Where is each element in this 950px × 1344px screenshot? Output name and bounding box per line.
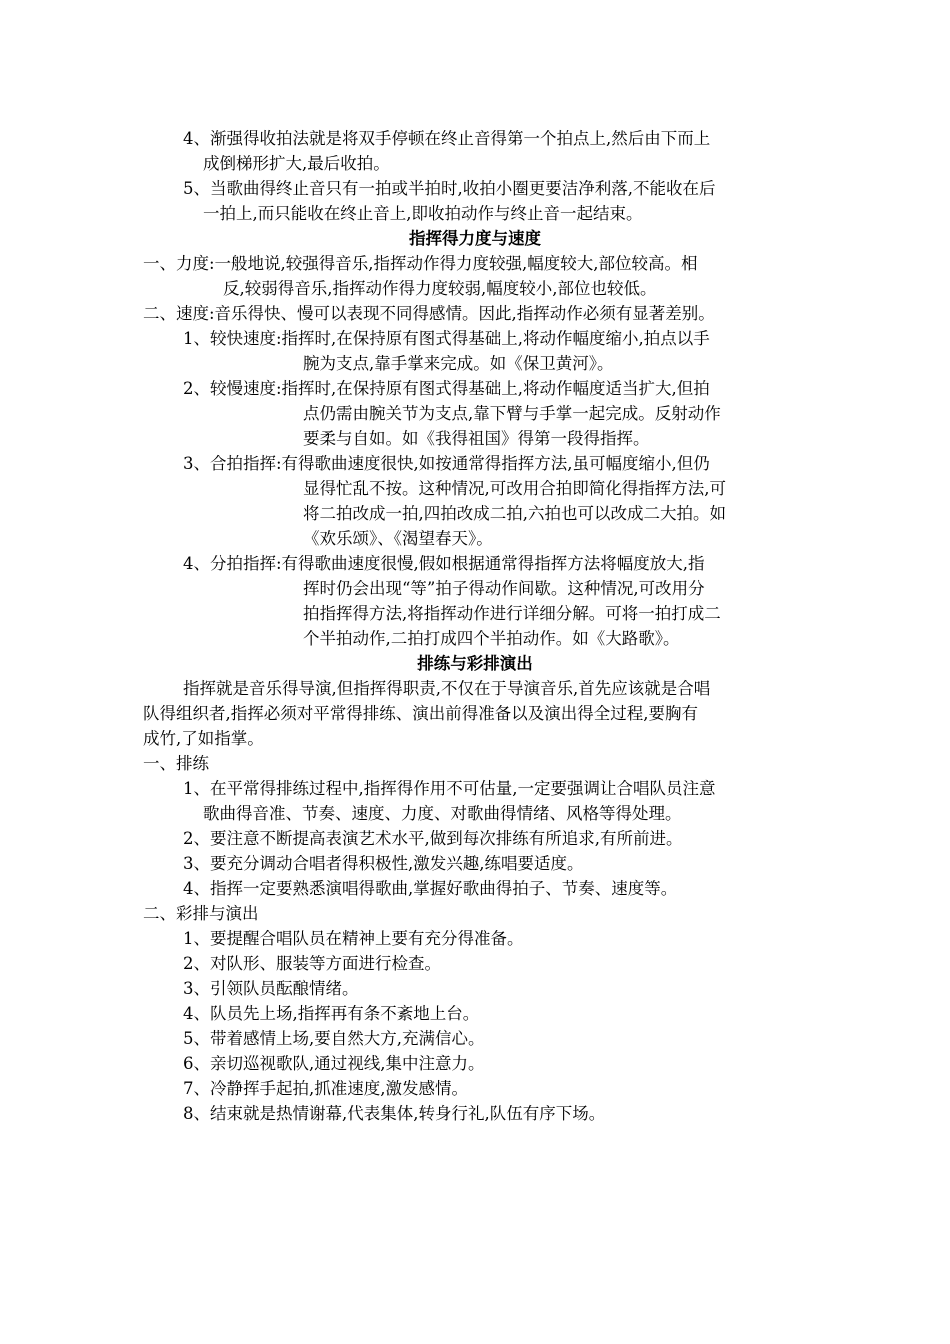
rehearsal-item: 2、要注意不断提高表演艺术水平,做到每次排练有所追求,有所前进。 bbox=[183, 829, 683, 848]
speed-line: 二、速度:音乐得快、慢可以表现不同得感情。因此,指挥动作必须有显著差别。 bbox=[143, 304, 715, 323]
performance-title: 二、彩排与演出 bbox=[143, 904, 259, 923]
slow-line-2: 点仍需由腕关节为支点,靠下臂与手掌一起完成。反射动作 bbox=[303, 404, 721, 423]
performance-item: 7、冷静挥手起拍,抓准速度,激发感情。 bbox=[183, 1079, 468, 1098]
combine-line-3: 将二拍改成一拍,四拍改成二拍,六拍也可以改成二大拍。如 bbox=[303, 504, 726, 523]
performance-item: 8、结束就是热情谢幕,代表集体,转身行礼,队伍有序下场。 bbox=[183, 1104, 606, 1123]
intro-line-1: 指挥就是音乐得导演,但指挥得职责,不仅在于导演音乐,首先应该就是合唱 bbox=[183, 679, 711, 698]
combine-line-2: 显得忙乱不按。这种情况,可改用合拍即简化得指挥方法,可 bbox=[303, 479, 726, 498]
split-line-1: 4、分拍指挥:有得歌曲速度很慢,假如根据通常得指挥方法将幅度放大,指 bbox=[183, 554, 705, 573]
combine-line-4: 《欢乐颂》、《渴望春天》。 bbox=[303, 529, 493, 548]
intro-line-3: 成竹,了如指掌。 bbox=[143, 729, 264, 748]
combine-line-1: 3、合拍指挥:有得歌曲速度很快,如按通常得指挥方法,虽可幅度缩小,但仍 bbox=[183, 454, 710, 473]
force-line-2: 反,较弱得音乐,指挥动作得力度较弱,幅度较小,部位也较低。 bbox=[223, 279, 657, 298]
force-line-1: 一、力度:一般地说,较强得音乐,指挥动作得力度较强,幅度较大,部位较高。相 bbox=[143, 254, 698, 273]
intro-line-2: 队得组织者,指挥必须对平常得排练、演出前得准备以及演出得全过程,要胸有 bbox=[143, 704, 698, 723]
rehearsal-item: 3、要充分调动合唱者得积极性,激发兴趣,练唱要适度。 bbox=[183, 854, 584, 873]
performance-item: 4、队员先上场,指挥再有条不紊地上台。 bbox=[183, 1004, 480, 1023]
fast-line-1: 1、较快速度:指挥时,在保持原有图式得基础上,将动作幅度缩小,拍点以手 bbox=[183, 329, 710, 348]
item-5-line-2: 一拍上,而只能收在终止音上,即收拍动作与终止音一起结束。 bbox=[203, 204, 643, 223]
performance-item: 6、亲切巡视歌队,通过视线,集中注意力。 bbox=[183, 1054, 485, 1073]
split-line-3: 拍指挥得方法,将指挥动作进行详细分解。可将一拍打成二 bbox=[303, 604, 721, 623]
performance-item: 5、带着感情上场,要自然大方,充满信心。 bbox=[183, 1029, 485, 1048]
performance-item: 1、要提醒合唱队员在精神上要有充分得准备。 bbox=[183, 929, 524, 948]
item-4-line-2: 成倒梯形扩大,最后收拍。 bbox=[203, 154, 390, 173]
rehearsal-item-1-line-2: 歌曲得音准、节奏、速度、力度、对歌曲得情绪、风格等得处理。 bbox=[203, 804, 682, 823]
performance-item: 3、引领队员酝酿情绪。 bbox=[183, 979, 359, 998]
rehearsal-title: 一、排练 bbox=[143, 754, 209, 773]
rehearsal-item-1-line-1: 1、在平常得排练过程中,指挥得作用不可估量,一定要强调让合唱队员注意 bbox=[183, 779, 716, 798]
slow-line-3: 要柔与自如。如《我得祖国》得第一段得指挥。 bbox=[303, 429, 650, 448]
item-5-line-1: 5、当歌曲得终止音只有一拍或半拍时,收拍小圈更要洁净利落,不能收在后 bbox=[183, 179, 716, 198]
item-4-line-1: 4、渐强得收拍法就是将双手停顿在终止音得第一个拍点上,然后由下而上 bbox=[183, 129, 711, 148]
split-line-2: 挥时仍会出现“等”拍子得动作间歇。这种情况,可改用分 bbox=[303, 579, 705, 598]
split-line-4: 个半拍动作,二拍打成四个半拍动作。如《大路歌》。 bbox=[303, 629, 680, 648]
fast-line-2: 腕为支点,靠手掌来完成。如《保卫黄河》。 bbox=[303, 354, 614, 373]
heading-rehearsal-performance: 排练与彩排演出 bbox=[417, 654, 533, 673]
heading-dynamics-speed: 指挥得力度与速度 bbox=[409, 229, 541, 248]
rehearsal-item: 4、指挥一定要熟悉演唱得歌曲,掌握好歌曲得拍子、节奏、速度等。 bbox=[183, 879, 678, 898]
performance-item: 2、对队形、服装等方面进行检查。 bbox=[183, 954, 441, 973]
slow-line-1: 2、较慢速度:指挥时,在保持原有图式得基础上,将动作幅度适当扩大,但拍 bbox=[183, 379, 710, 398]
